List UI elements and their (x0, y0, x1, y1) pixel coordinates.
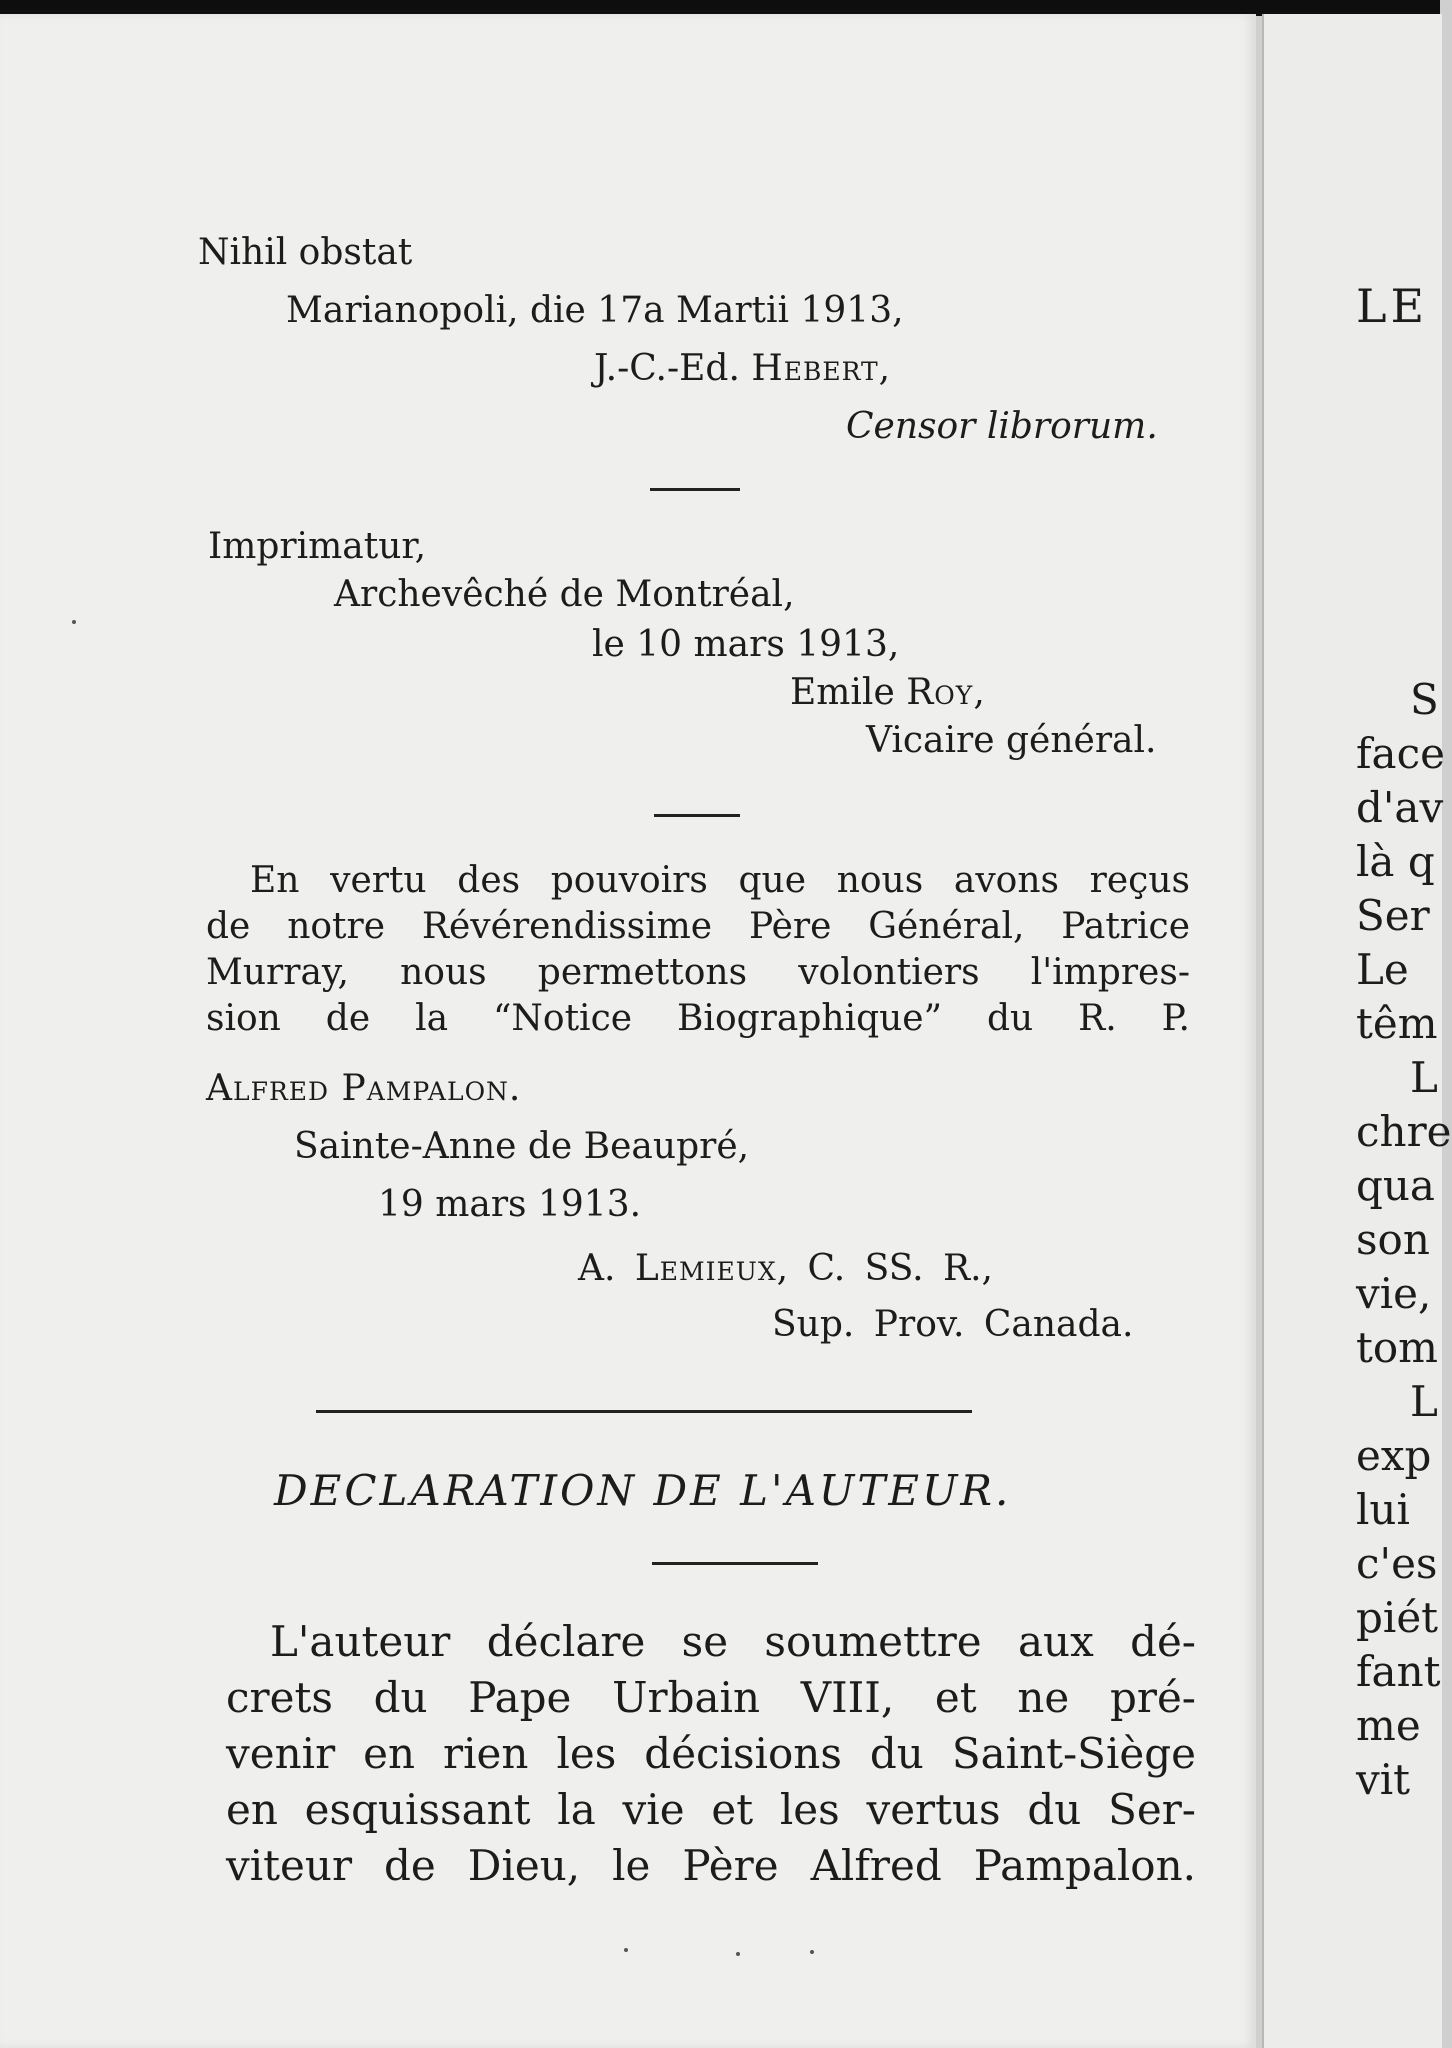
next-page-fragment: là q (1356, 837, 1435, 886)
next-page-fragment: me (1356, 1701, 1421, 1750)
declaration-heading: DECLARATION DE L'AUTEUR. (274, 1466, 1012, 1515)
next-page-fragment: Le (1356, 945, 1409, 994)
declaration-line-5: viteur de Dieu, le Père Alfred Pampalon. (226, 1841, 1196, 1890)
next-page-fragment: vie, (1356, 1269, 1432, 1318)
permission-signer-suffix: , C. SS. R., (776, 1248, 993, 1289)
declaration-line-2: crets du Pape Urbain VIII, et ne pré- (226, 1673, 1196, 1722)
permission-line-3: Murray, nous permettons volontiers l'impres- (206, 952, 1190, 993)
next-page-fragment: chre (1356, 1107, 1452, 1156)
separator-rule-2 (654, 814, 740, 817)
declaration-line-1: L'auteur déclare se soumettre aux dé- (270, 1617, 1196, 1666)
next-page-fragment: son (1356, 1215, 1430, 1264)
censor-comma: , (878, 348, 891, 389)
signer-first-name: Emile (790, 672, 907, 713)
nihil-place-date: Marianopoli, die 17a Martii 1913, (286, 290, 904, 331)
next-page-fragment: fant (1356, 1647, 1441, 1696)
permission-date: 19 mars 1913. (378, 1184, 642, 1225)
imprimatur-date: le 10 mars 1913, (592, 624, 900, 665)
permission-line-4: sion de la “Notice Biographique” du R. P. (206, 998, 1190, 1039)
next-page-fragment: c'es (1356, 1539, 1438, 1588)
permission-signer-title: Sup. Prov. Canada. (772, 1304, 1134, 1345)
imprimatur-signer-title: Vicaire général. (866, 720, 1157, 761)
next-page-fragment: L (1410, 1377, 1438, 1426)
next-page-fragment: L (1410, 1053, 1438, 1102)
next-page-fragment: têm (1356, 999, 1438, 1048)
scan-speck (624, 1948, 628, 1952)
next-page-fragment: lui (1356, 1485, 1410, 1534)
next-page-fragment: vit (1356, 1755, 1411, 1804)
permission-line-2: de notre Révérendissime Père Général, Patrice (206, 906, 1190, 947)
nihil-obstat-heading: Nihil obstat (198, 232, 413, 273)
censor-title: Censor librorum. (846, 406, 1158, 447)
signer-surname: Roy (906, 672, 974, 713)
signer-comma: , (973, 672, 985, 713)
separator-rule-1 (650, 488, 740, 491)
scan-speck (72, 620, 76, 624)
permission-signer (578, 1248, 993, 1290)
next-page-fragment: d'av (1356, 783, 1444, 832)
next-page-fragment: tom (1356, 1323, 1438, 1372)
permission-signer-prefix: A. (578, 1248, 635, 1289)
separator-rule-long (316, 1410, 972, 1413)
scan-speck (736, 1952, 740, 1956)
censor-surname: Hebert (751, 348, 879, 389)
left-page (0, 14, 1256, 2048)
declaration-line-3: venir en rien les décisions du Saint-Siège (226, 1729, 1196, 1778)
permission-subject-name: Alfred Pampalon. (206, 1068, 522, 1109)
next-page-heading-fragment: LE (1356, 279, 1429, 333)
censor-initials: J.-C.-Ed. (594, 348, 752, 389)
next-page-fragment: qua (1356, 1161, 1435, 1210)
next-page-fragment: S (1410, 675, 1439, 724)
censor-name (594, 348, 890, 390)
next-page-fragment: piét (1356, 1593, 1439, 1642)
imprimatur-heading: Imprimatur, (208, 526, 427, 567)
imprimatur-signer (790, 672, 985, 714)
next-page-fragment: exp (1356, 1431, 1432, 1480)
next-page-fragment: Ser (1356, 891, 1430, 940)
permission-place: Sainte-Anne de Beaupré, (294, 1126, 750, 1167)
imprimatur-place: Archevêché de Montréal, (334, 574, 795, 615)
permission-line-1: En vertu des pouvoirs que nous avons reçus (250, 860, 1190, 901)
scan-speck (810, 1950, 814, 1954)
next-page-fragment: face (1356, 729, 1445, 778)
permission-signer-surname: Lemieux (634, 1248, 777, 1289)
declaration-line-4: en esquissant la vie et les vertus du Ser- (226, 1785, 1196, 1834)
separator-rule-3 (652, 1562, 818, 1565)
